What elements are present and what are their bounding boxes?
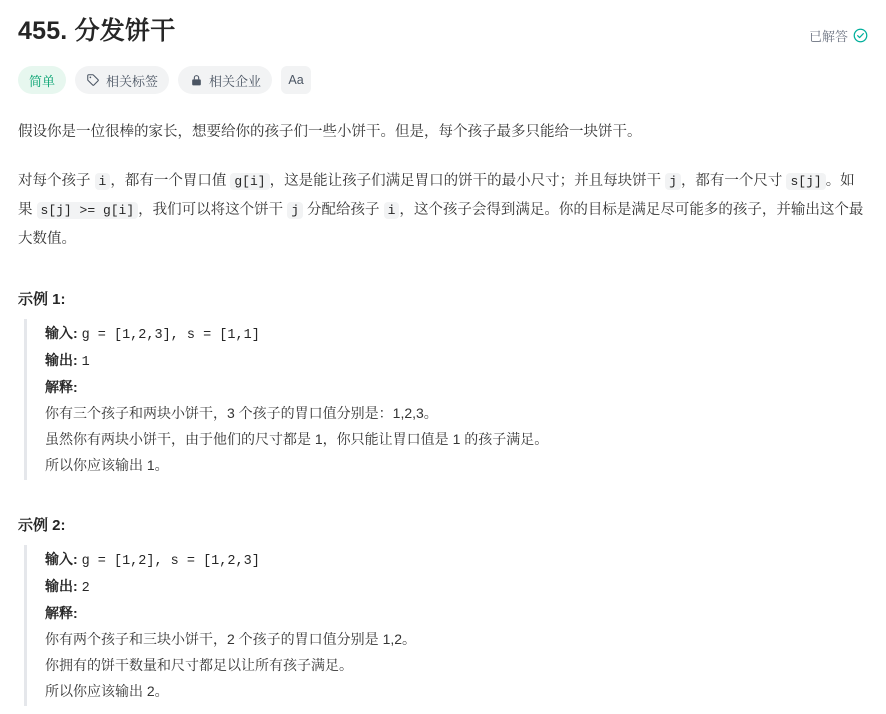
example-2-output-value: 2 <box>81 581 90 596</box>
title-row <box>18 14 868 48</box>
example-1-input-value: g = [1,2,3], s = [1,1] <box>81 328 260 343</box>
example-1-explain-line-3: 所以你应该输出 1。 <box>45 457 169 473</box>
tag-icon <box>86 73 100 87</box>
font-size-icon: Aa <box>288 73 304 87</box>
inline-code: i <box>384 202 400 219</box>
example-2-explain-label-row <box>45 601 868 626</box>
example-2-output-label: 输出: <box>45 578 78 594</box>
example-1-explain-line-1: 你有三个孩子和两块小饼干，3 个孩子的胃口值分别是：1,2,3。 <box>45 405 438 421</box>
related-companies-button[interactable] <box>178 66 272 94</box>
inline-code: j <box>665 173 681 190</box>
related-tags-label: 相关标签 <box>106 73 159 89</box>
related-companies-label: 相关企业 <box>209 73 262 89</box>
example-1-explain-line-2: 虽然你有两块小饼干，由于他们的尺寸都是 1，你只能让胃口值是 1 的孩子满足。 <box>45 431 549 447</box>
inline-code: i <box>95 173 111 190</box>
example-2-heading: 示例 2: <box>18 517 66 534</box>
example-1-explain-label: 解释: <box>45 379 78 395</box>
example-2-block <box>24 545 868 706</box>
example-1-output-value: 1 <box>81 355 90 370</box>
description-text-run: ，这个孩子会得到满足。你的目标是满足尽可能多的孩子，并输出这个最大数值。 <box>18 202 864 247</box>
inline-code: s[j] <box>786 173 825 190</box>
solved-status <box>809 26 868 45</box>
example-2-explain-line-3: 所以你应该输出 2。 <box>45 683 169 699</box>
description-text-run: 对每个孩子 <box>18 173 95 189</box>
description-text-run: ，这是能让孩子们满足胃口的饼干的最小尺寸；并且每块饼干 <box>269 173 666 189</box>
lock-icon <box>189 73 203 87</box>
description-paragraph-2 <box>18 167 868 254</box>
example-2-input-label: 输入: <box>45 551 78 567</box>
font-size-button[interactable] <box>281 66 311 94</box>
description-text-run: ，都有一个胃口值 <box>110 173 231 189</box>
solved-label: 已解答 <box>808 29 848 44</box>
example-1-output <box>45 348 868 375</box>
check-circle-icon <box>853 28 868 43</box>
description-text-run: 分配给孩子 <box>303 202 384 218</box>
inline-code: s[j] >= g[i] <box>37 202 139 219</box>
inline-code: g[i] <box>230 173 269 190</box>
description-text-run: ，我们可以将这个饼干 <box>138 202 288 218</box>
example-2-input-value: g = [1,2], s = [1,2,3] <box>81 554 260 569</box>
related-tags-button[interactable] <box>75 66 169 94</box>
difficulty-label: 简单 <box>29 73 56 89</box>
inline-code: j <box>287 202 303 219</box>
example-2-explain-line-1: 你有两个孩子和三块小饼干，2 个孩子的胃口值分别是 1,2。 <box>45 631 417 647</box>
example-1-explain-label-row <box>45 375 868 400</box>
example-1-input-label: 输入: <box>45 325 78 341</box>
example-1-heading: 示例 1: <box>18 291 66 308</box>
tag-row <box>18 66 868 94</box>
example-1-input <box>45 321 868 348</box>
page-title: 455. 分发饼干 <box>18 17 176 45</box>
example-2-explain-line-2: 你拥有的饼干数量和尺寸都足以让所有孩子满足。 <box>45 657 353 673</box>
description-text-run: 。如果 <box>18 173 855 218</box>
difficulty-badge[interactable] <box>18 66 66 94</box>
example-2-input <box>45 547 868 574</box>
description-text-run: ，都有一个尺寸 <box>680 173 787 189</box>
example-2-output <box>45 574 868 601</box>
description-paragraph-1: 假设你是一位很棒的家长，想要给你的孩子们一些小饼干。但是，每个孩子最多只能给一块饼干。 <box>18 124 642 140</box>
example-2-explain-label: 解释: <box>45 605 78 621</box>
example-1-block <box>24 319 868 480</box>
example-1-output-label: 输出: <box>45 352 78 368</box>
